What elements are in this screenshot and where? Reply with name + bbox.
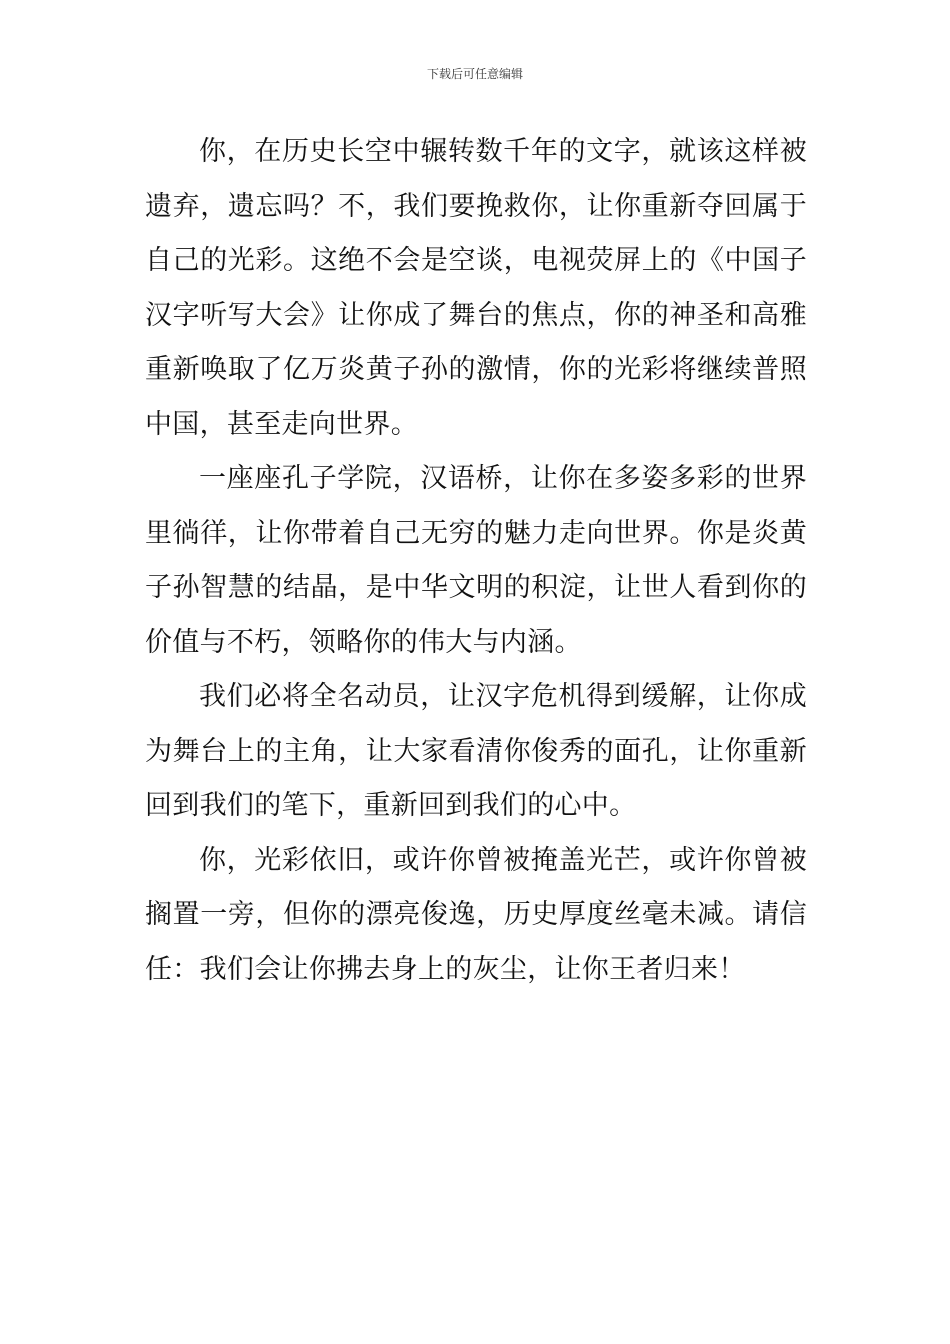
- paragraph-1: 你，在历史长空中辗转数千年的文字，就该这样被遗弃，遗忘吗？不，我们要挽救你，让你重新夺回属于自己的光彩。这绝不会是空谈，电视荧屏上的《中国子汉字听写大会》让你成了舞台的焦点，你的神圣和高雅重新唤取了亿万炎黄子孙的激情，你的光彩将继续普照中国，甚至走向世界。: [145, 136, 807, 440]
- paragraph-2: 一座座孔子学院，汉语桥，让你在多姿多彩的世界里徜徉，让你带着自己无穷的魅力走向世界。你是炎黄子孙智慧的结晶，是中华文明的积淀，让世人看到你的价值与不朽，领略你的伟大与内涵。: [145, 463, 807, 658]
- document-body: [145, 125, 807, 997]
- page-header-note: 下载后可任意编辑: [426, 67, 523, 81]
- paragraph-3: 我们必将全名动员，让汉字危机得到缓解，让你成为舞台上的主角，让大家看清你俊秀的面孔，让你重新回到我们的笔下，重新回到我们的心中。: [145, 681, 807, 821]
- paragraph-4: 你，光彩依旧，或许你曾被掩盖光芒，或许你曾被搁置一旁，但你的漂亮俊逸，历史厚度丝毫未减。请信任：我们会让你拂去身上的灰尘，让你王者归来！: [145, 844, 807, 985]
